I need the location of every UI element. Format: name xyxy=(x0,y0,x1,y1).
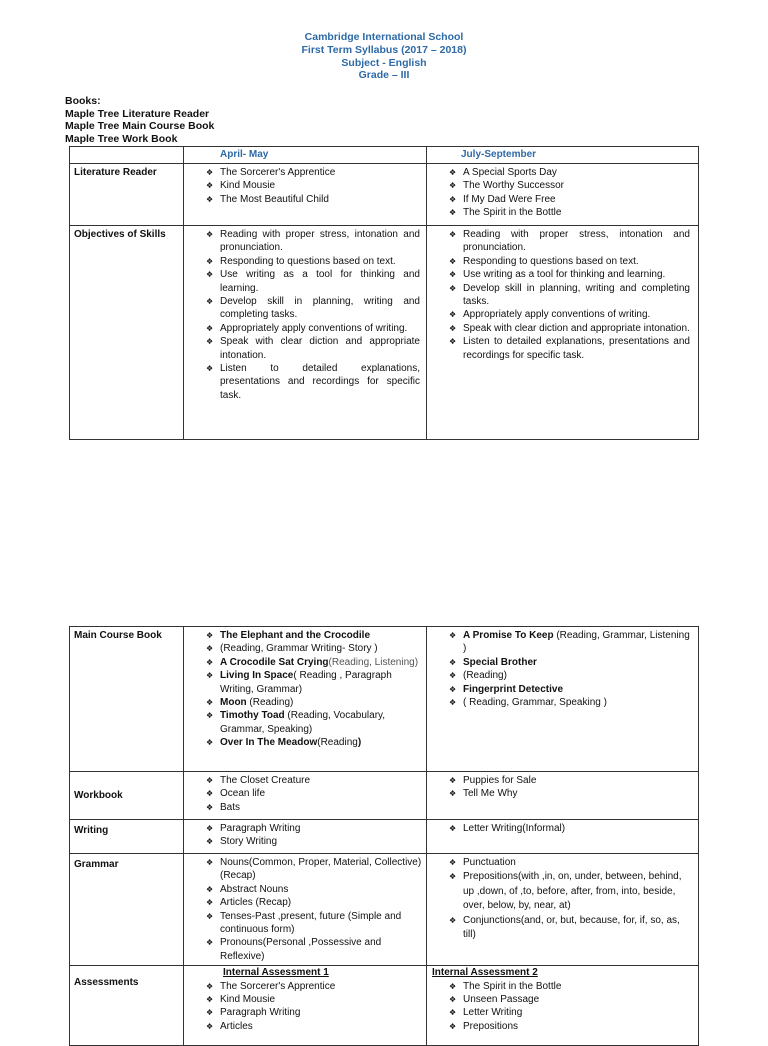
bullet-list xyxy=(187,822,423,849)
list-item xyxy=(463,629,695,656)
row-label: Assessments xyxy=(70,966,184,1046)
list-item: ❖ Articles xyxy=(220,1020,423,1033)
list-item: ❖ Paragraph Writing xyxy=(220,1006,423,1019)
list-item xyxy=(463,669,695,682)
list-item xyxy=(463,696,695,709)
list-item: ❖ Kind Mousie xyxy=(220,179,423,192)
row-label: Objectives of Skills xyxy=(70,226,184,440)
list-item: ❖ Use writing as a tool for thinking and learning. xyxy=(220,268,420,295)
row-main-course-book xyxy=(70,627,699,772)
lesson-skills: (Reading xyxy=(317,737,358,749)
list-item xyxy=(220,656,423,669)
list-item xyxy=(220,709,423,736)
cell-july-september xyxy=(427,627,699,772)
list-item: ❖ Listen to detailed explanations, presentations and recordings for specific task. xyxy=(220,362,420,402)
list-item: ❖ Reading with proper stress, intonation and pronunciation. xyxy=(463,228,690,255)
list-item: ❖ The Most Beautiful Child xyxy=(220,193,423,206)
bullet-list xyxy=(187,980,423,1034)
row-label: Writing xyxy=(70,820,184,854)
list-item: ❖ Appropriately apply conventions of writing. xyxy=(463,308,690,321)
list-item: ❖ The Spirit in the Bottle xyxy=(463,206,695,219)
row-label: Main Course Book xyxy=(70,627,184,772)
cell-july-september xyxy=(427,772,699,820)
row-workbook xyxy=(70,772,699,820)
cell-april-may xyxy=(184,164,427,226)
lesson-title: Fingerprint Detective xyxy=(463,683,564,695)
list-item: ❖ The Sorcerer's Apprentice xyxy=(220,980,423,993)
list-item: ❖ Puppies for Sale xyxy=(463,774,695,787)
list-item xyxy=(220,629,423,642)
list-item: ❖ A Special Sports Day xyxy=(463,166,695,179)
list-item xyxy=(220,669,423,696)
column-april-may: April- May xyxy=(184,147,427,164)
list-item: ❖ Speak with clear diction and appropriate intonation. xyxy=(220,335,420,362)
cell-july-september xyxy=(427,966,699,1046)
list-item: ❖ Reading with proper stress, intonation and pronunciation. xyxy=(220,228,420,255)
list-item: ❖ Articles (Recap) xyxy=(220,896,423,909)
cell-april-may xyxy=(184,820,427,854)
list-item: ❖ Letter Writing xyxy=(463,1006,695,1019)
list-item: ❖ Prepositions xyxy=(463,1020,695,1033)
bullet-list xyxy=(187,774,423,814)
row-assessments xyxy=(70,966,699,1046)
list-item: ❖ Kind Mousie xyxy=(220,993,423,1006)
lesson-title: A Crocodile Sat Crying xyxy=(220,656,329,668)
list-item: ❖ Responding to questions based on text. xyxy=(463,255,690,268)
cell-july-september xyxy=(427,820,699,854)
column-header-row xyxy=(70,147,699,164)
lesson-skills: (Reading, Listening) xyxy=(328,656,419,668)
row-literature-reader xyxy=(70,164,699,226)
list-item xyxy=(220,736,423,749)
grade-title: Grade – III xyxy=(358,69,410,82)
cell-april-may xyxy=(184,226,427,440)
bullet-list xyxy=(430,629,695,709)
bullet-list xyxy=(430,822,695,835)
lesson-title: Special Brother xyxy=(463,656,537,668)
list-item: ❖ The Closet Creature xyxy=(220,774,423,787)
bullet-list xyxy=(187,856,423,963)
list-item: ❖ Pronouns(Personal ,Possessive and Reflexive) xyxy=(220,936,423,963)
list-item xyxy=(220,696,423,709)
books-block xyxy=(65,95,214,145)
lesson-title: Living In Space xyxy=(220,670,294,682)
list-item: ❖ Develop skill in planning, writing and completing tasks. xyxy=(220,295,420,322)
row-label: Literature Reader xyxy=(70,164,184,226)
bullet-list xyxy=(187,166,423,206)
lesson-title: Timothy Toad xyxy=(220,710,285,722)
row-grammar xyxy=(70,854,699,966)
bullet-list xyxy=(430,228,690,362)
row-writing xyxy=(70,820,699,854)
lesson-skills: (Reading, Vocabulary, Grammar, Speaking) xyxy=(220,710,386,735)
cell-july-september xyxy=(427,226,699,440)
book-work-book: Maple Tree Work Book xyxy=(65,132,178,145)
list-item: ❖ The Worthy Successor xyxy=(463,179,695,192)
bullet-list xyxy=(430,856,690,942)
bullet-list xyxy=(187,629,423,750)
list-item: ❖ Tell Me Why xyxy=(463,787,695,800)
lesson-skills: (Reading, Grammar Writing- Story ) xyxy=(220,643,378,655)
cell-april-may xyxy=(184,627,427,772)
lesson-skills: (Reading) xyxy=(463,670,507,682)
lesson-skills: ( Reading, Grammar, Speaking ) xyxy=(463,697,607,709)
lesson-skills: ( Reading , Paragraph Writing, Grammar) xyxy=(220,670,392,695)
list-item: ❖ Speak with clear diction and appropriate intonation. xyxy=(463,322,690,335)
assessment-title: Internal Assessment 2 xyxy=(432,967,538,979)
lesson-title: Moon xyxy=(220,697,247,709)
lesson-title: The Elephant and the Crocodile xyxy=(220,630,371,641)
list-item: ❖ Ocean life xyxy=(220,787,423,800)
list-item: ❖ Responding to questions based on text. xyxy=(220,255,420,268)
list-item: ❖ Prepositions(with ,in, on, under, between, behind, up ,down, of ,to, before, after, from, into, beside, over, below, by, near, at) xyxy=(463,870,690,913)
cell-july-september xyxy=(427,854,699,966)
list-item: ❖ Develop skill in planning, writing and completing tasks. xyxy=(463,282,690,309)
list-item: ❖ Abstract Nouns xyxy=(220,883,423,896)
list-item: ❖ Conjunctions(and, or, but, because, for, if, so, as, till) xyxy=(463,914,690,943)
list-item: ❖ Punctuation xyxy=(463,856,690,870)
list-item: ❖ Story Writing xyxy=(220,835,423,848)
assessment-title: Internal Assessment 1 xyxy=(223,967,329,979)
list-item: ❖ Tenses-Past ,present, future (Simple and continuous form) xyxy=(220,910,423,937)
list-item: ❖ Unseen Passage xyxy=(463,993,695,1006)
list-item: ❖ Nouns(Common, Proper, Material, Collective) (Recap) xyxy=(220,856,423,883)
subject-title: Subject - English xyxy=(341,56,427,69)
list-item: ❖ The Spirit in the Bottle xyxy=(463,980,695,993)
lesson-skills: (Reading, Grammar, Listening ) xyxy=(463,630,690,655)
cell-april-may xyxy=(184,854,427,966)
lesson-skills: (Reading) xyxy=(246,697,294,709)
list-item: ❖ Listen to detailed explanations, presentations and recordings for specific task. xyxy=(463,335,690,362)
bullet-list xyxy=(430,166,695,220)
row-objectives xyxy=(70,226,699,440)
cell-april-may xyxy=(184,966,427,1046)
lesson-title: A Promise To Keep xyxy=(463,630,554,641)
book-main-course: Maple Tree Main Course Book xyxy=(65,120,215,133)
list-item xyxy=(463,683,695,696)
list-item xyxy=(220,642,423,655)
list-item: ❖ The Sorcerer's Apprentice xyxy=(220,166,423,179)
list-item: ❖ Paragraph Writing xyxy=(220,822,423,835)
bullet-list xyxy=(187,228,420,402)
closing-paren: ) xyxy=(357,737,362,749)
bullet-list xyxy=(430,980,695,1034)
book-literature-reader: Maple Tree Literature Reader xyxy=(65,107,210,120)
row-label: Grammar xyxy=(70,854,184,966)
list-item: ❖ Bats xyxy=(220,801,423,814)
list-item xyxy=(463,656,695,669)
bullet-list xyxy=(430,774,695,801)
row-label: Workbook xyxy=(70,772,184,820)
document-header xyxy=(0,31,768,82)
books-heading: Books: xyxy=(65,95,101,107)
lesson-title: Over In The Meadow xyxy=(220,737,318,749)
term-title: First Term Syllabus (2017 – 2018) xyxy=(301,43,467,56)
corner-cell xyxy=(70,147,184,164)
syllabus-table-2 xyxy=(69,626,699,1046)
cell-april-may xyxy=(184,772,427,820)
list-item: ❖ Appropriately apply conventions of writing. xyxy=(220,322,420,335)
list-item: ❖ Use writing as a tool for thinking and learning. xyxy=(463,268,690,281)
column-july-september: July-September xyxy=(427,147,699,164)
school-name: Cambridge International School xyxy=(304,31,464,43)
syllabus-table-1 xyxy=(69,146,699,440)
list-item: ❖ Letter Writing(Informal) xyxy=(463,822,695,835)
list-item: ❖ If My Dad Were Free xyxy=(463,193,695,206)
cell-july-september xyxy=(427,164,699,226)
